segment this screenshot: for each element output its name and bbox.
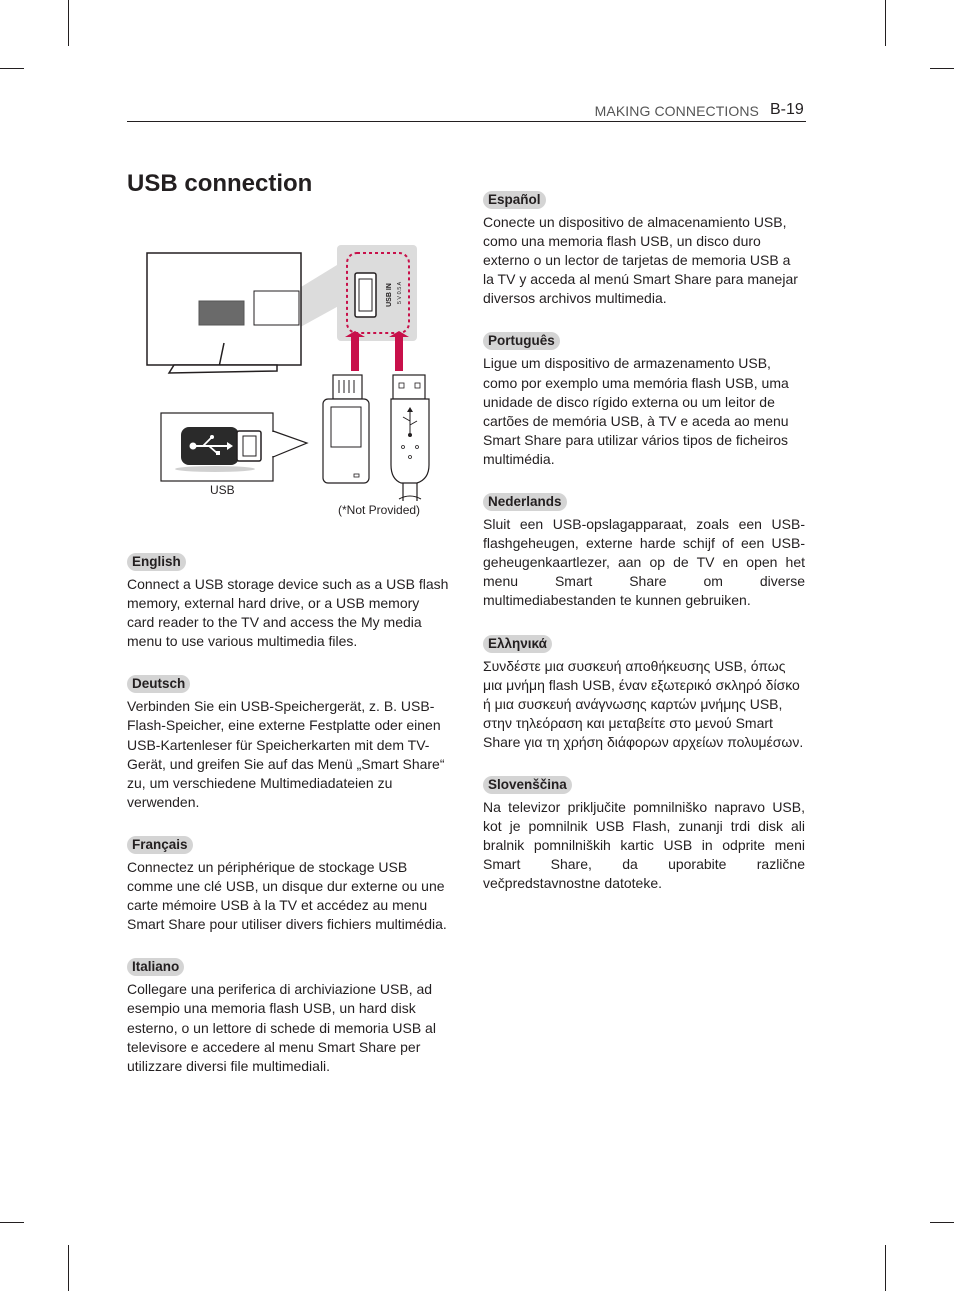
usb-storage-device-icon xyxy=(161,413,307,481)
lang-heading: English xyxy=(127,553,186,571)
usb-port-panel xyxy=(337,245,417,341)
lang-body: Verbinden Sie ein USB-Speichergerät, z. B. USB-Flash-Speicher, eine externe Festplatte oder einen USB-Kartenleser für Speicherkarten mit dem TV-Gerät, und greifen Sie auf das Menü „Smart Share“ zu, um verschiedene Multimediadateien zu verwenden. xyxy=(127,698,445,810)
lang-body: Sluit een USB-opslagapparaat, zoals een USB-flashgeheugen, externe harde schijf of een USB-geheugenkaartlezer, aan op de TV en open het menu Smart Share om diverse multimediabestanden te kunnen gebruiken. xyxy=(483,516,805,609)
lang-section-deutsch xyxy=(127,675,450,812)
crop-mark xyxy=(0,1222,24,1223)
lang-body: Συνδέστε μια συσκευή αποθήκευσης USB, όπως μια μνήμη flash USB, έναν εξωτερικό σκληρό δίσκο ή μια συσκευή ανάγνωσης καρτών μνήμης USB, στην τηλεόραση και μεταβείτε στο μενού Smart Share για τη χρήση διάφορων αρχείων πολυμέσων. xyxy=(483,657,804,750)
flash-drive-icon xyxy=(323,375,369,483)
lang-heading: Slovenščina xyxy=(483,776,572,794)
lang-body: Na televizor priključite pomnilniško napravo USB, kot je pomnilnik USB Flash, zunanji trdi disk ali bralnik pomnilniških kartic USB in odprite meni Smart Share, da uporabite različne večpredstavnostne datoteke. xyxy=(483,798,805,892)
usb-device-label: USB xyxy=(210,483,235,497)
lang-body: Connectez un périphérique de stockage USB comme une clé USB, un disque dur externe ou une carte mémoire USB à la TV et accédez au menu Smart Share pour utiliser divers fichiers multimédia. xyxy=(127,858,447,933)
crop-mark xyxy=(68,1245,69,1291)
header-divider xyxy=(127,121,806,122)
port-spec: 5 V 0.5 A xyxy=(397,281,403,305)
arrow-up-icon xyxy=(389,331,409,371)
crop-mark xyxy=(930,68,954,69)
crop-mark xyxy=(930,1222,954,1223)
lang-heading: Português xyxy=(483,332,560,350)
tv-icon xyxy=(147,253,301,373)
lang-heading: Deutsch xyxy=(127,675,190,693)
left-column xyxy=(127,553,450,1076)
lang-heading: Nederlands xyxy=(483,493,567,511)
lang-section-nederlands xyxy=(483,493,805,610)
lang-body: Collegare una periferica di archiviazione USB, ad esempio una memoria flash USB, un hard disk esterno, o un lettore di schede di memoria USB al televisore e accedere al menu Smart Share per utilizzare diversi file multimediali. xyxy=(127,981,436,1074)
lang-heading: Français xyxy=(127,836,193,854)
page-number: B-19 xyxy=(770,101,804,118)
lang-body: Ligue um dispositivo de armazenamento USB, como por exemplo uma memória flash USB, uma unidade de disco rígido externa ou um leitor de cartões de memória USB, à TV e aceda ao menu Smart Share para utilizar vários tipos de ficheiros multimédia. xyxy=(483,355,789,467)
usb-connection-illustration xyxy=(127,235,450,525)
crop-mark xyxy=(885,1245,886,1291)
arrow-up-icon xyxy=(345,331,365,371)
lang-body: Connect a USB storage device such as a USB flash memory, external hard drive, or a USB memory card reader to the TV and access the My media menu to use various multimedia files. xyxy=(127,576,449,650)
lang-heading: Ελληνικά xyxy=(483,635,552,653)
not-provided-note: (*Not Provided) xyxy=(338,503,421,517)
lang-section-espanol xyxy=(483,191,805,308)
port-label: USB IN xyxy=(386,283,393,307)
crop-mark xyxy=(68,0,69,46)
lang-heading: Italiano xyxy=(127,958,184,976)
lang-section-slovenscina xyxy=(483,776,805,893)
lang-section-francais xyxy=(127,836,450,934)
lang-section-italiano xyxy=(127,958,450,1075)
lang-body: Conecte un dispositivo de almacenamiento USB, como una memoria flash USB, un disco duro externo o un lector de tarjetas de memoria USB a la TV y acceda al menú Smart Share para manejar diversos archivos multimedia. xyxy=(483,214,798,307)
page-title: USB connection xyxy=(127,170,313,197)
usb-connection-diagram xyxy=(127,235,450,525)
lang-section-ellinika xyxy=(483,635,805,752)
right-column xyxy=(483,191,805,893)
crop-mark xyxy=(885,0,886,46)
lang-section-portugues xyxy=(483,332,805,469)
lang-section-english xyxy=(127,553,450,651)
lang-heading: Español xyxy=(483,191,546,209)
crop-mark xyxy=(0,68,24,69)
header-section-title: MAKING CONNECTIONS xyxy=(594,103,759,119)
usb-cable-icon xyxy=(391,375,429,501)
